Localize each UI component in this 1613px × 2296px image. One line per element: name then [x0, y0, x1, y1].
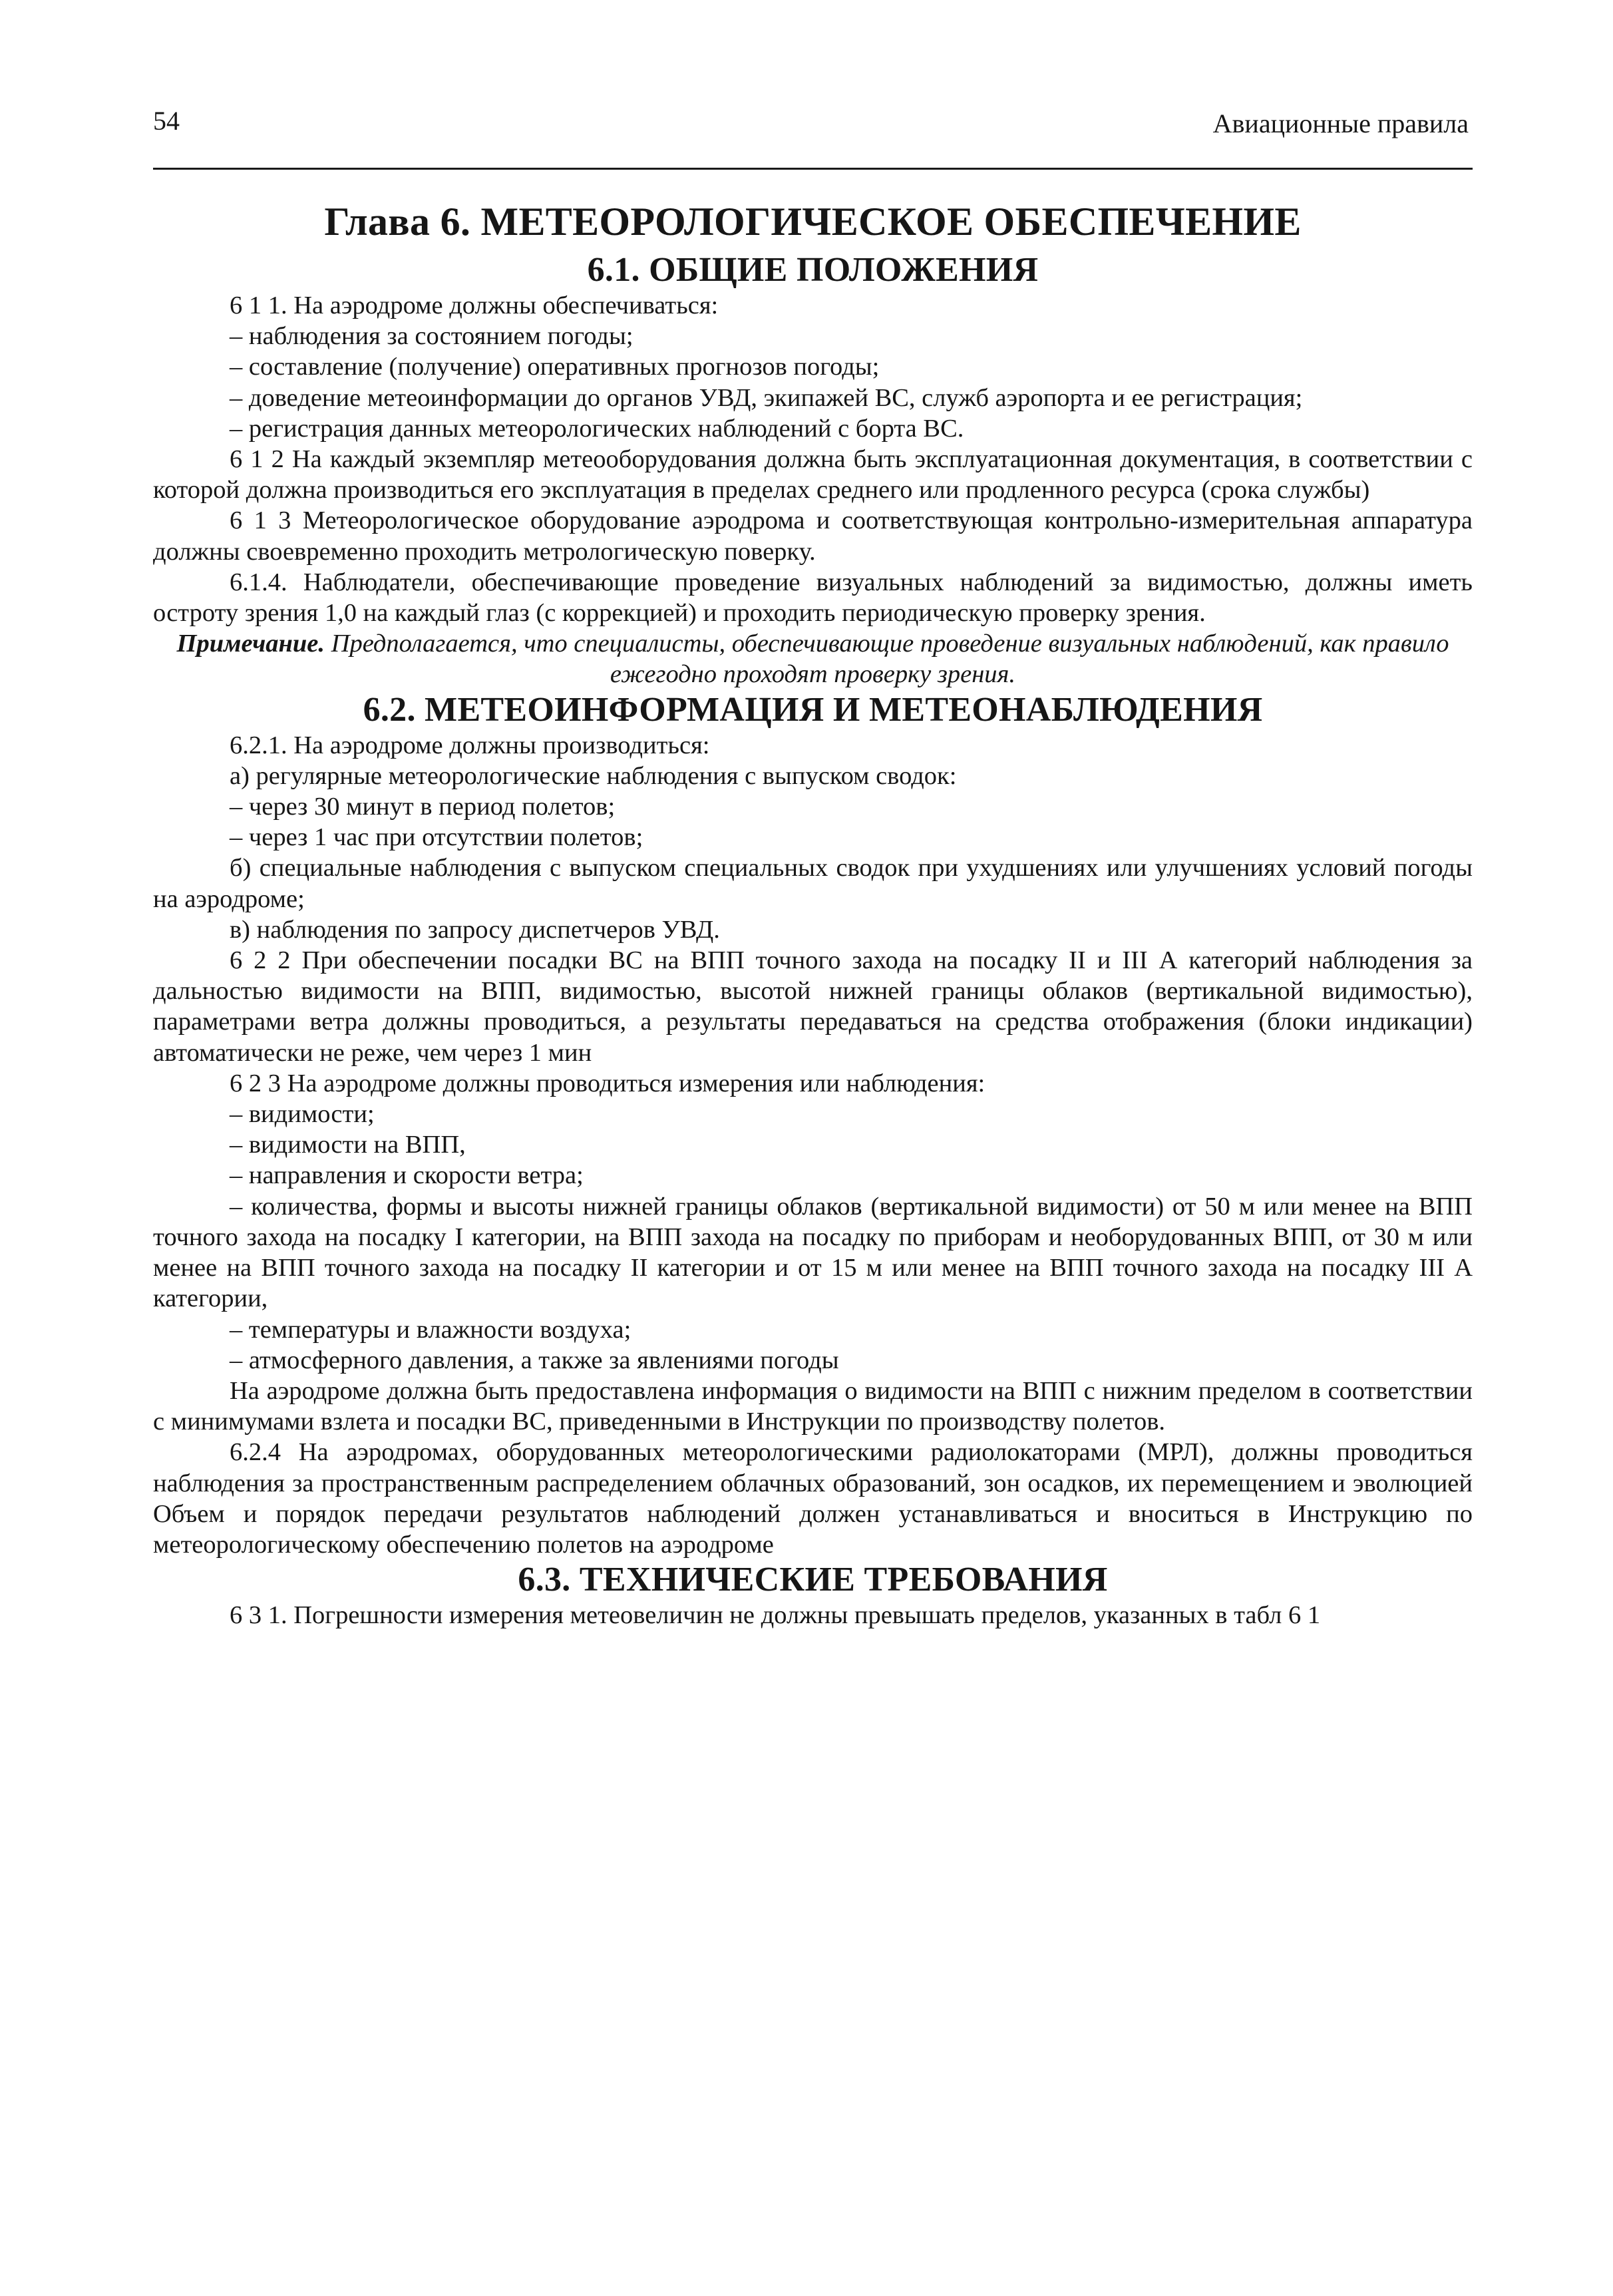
- list-item: – наблюдения за состоянием погоды;: [230, 322, 633, 351]
- header-rule: [153, 168, 1473, 170]
- section-title-6-1: 6.1. ОБЩИЕ ПОЛОЖЕНИЯ: [587, 251, 1039, 289]
- note-label: Примечание.: [176, 630, 325, 658]
- paragraph: 6 2 3 На аэродроме должны проводиться измерения или наблюдения:: [230, 1069, 986, 1097]
- list-item: – атмосферного давления, а также за явлениями погоды: [230, 1346, 839, 1374]
- section-title-6-2: 6.2. МЕТЕОИНФОРМАЦИЯ И МЕТЕОНАБЛЮДЕНИЯ: [363, 690, 1263, 729]
- paragraph: 6.1.4. Наблюдатели, обеспечивающие проведение визуальных наблюдений за видимостью, должны иметь остроту зрения 1,0 на каждый глаз (с коррекцией) и проходить периодическую проверку зрения.: [153, 568, 1473, 628]
- paragraph: На аэродроме должна быть предоставлена информация о видимости на ВПП с нижним пределом в соответствии с минимумами взлета и посадки ВС, приведенными в Инструкции по производству полетов.: [153, 1376, 1473, 1436]
- paragraph: 6.2.4 На аэродромах, оборудованных метеорологическими радиолокаторами (МРЛ), должны проводиться наблюдения за пространственным распределением облачных образований, зон осадков, их перемещением и эволюцией Объем и порядок передачи результатов наблюдений должен устанавливаться и вноситься в Инструкцию по метеорологическому обеспечению полетов на аэродроме: [153, 1438, 1473, 1559]
- paragraph: 6 1 3 Метеорологическое оборудование аэродрома и соответствующая контрольно-измерительная аппаратура должны своевременно проходить метрологическую поверку.: [153, 506, 1473, 566]
- paragraph: 6 1 1. На аэродроме должны обеспечиваться:: [230, 291, 719, 319]
- list-item: – доведение метеоинформации до органов УВД, экипажей ВС, служб аэропорта и ее регистрация;: [230, 383, 1303, 412]
- list-item: – регистрация данных метеорологических наблюдений с борта ВС.: [230, 414, 964, 443]
- paragraph: 6 3 1. Погрешности измерения метеовеличин не должны превышать пределов, указанных в табл 6 1: [230, 1601, 1321, 1630]
- list-item: – видимости;: [230, 1100, 375, 1129]
- page-number: 54: [153, 106, 180, 136]
- list-item: б) специальные наблюдения с выпуском специальных сводок при ухудшениях или улучшениях условий погоды на аэродроме;: [153, 854, 1473, 913]
- list-item: – видимости на ВПП,: [230, 1131, 466, 1159]
- list-item: – направления и скорости ветра;: [230, 1161, 584, 1190]
- page-body: [153, 193, 1473, 1630]
- note: [153, 628, 1473, 689]
- chapter-title: Глава 6. МЕТЕОРОЛОГИЧЕСКОЕ ОБЕСПЕЧЕНИЕ: [324, 200, 1302, 244]
- list-item: – составление (получение) оперативных прогнозов погоды;: [230, 353, 880, 381]
- list-item: – температуры и влажности воздуха;: [230, 1315, 631, 1344]
- section-6-2: [153, 730, 1473, 1560]
- list-item: в) наблюдения по запросу диспетчеров УВД.: [230, 915, 720, 944]
- running-header-title: Авиационные правила: [1212, 108, 1469, 138]
- list-item: – количества, формы и высоты нижней границы облаков (вертикальной видимости) от 50 м или менее на ВПП точного захода на посадку I категории, на ВПП захода на посадку по приборам и необорудованных ВПП, от 30 м или менее на ВПП точного захода на посадку II категории и от 15 м или менее на ВПП точного захода на посадку III А категории,: [153, 1192, 1473, 1313]
- paragraph: 6 2 2 При обеспечении посадки ВС на ВПП точного захода на посадку II и III А категорий наблюдения за дальностью видимости на ВПП, видимостью, высотой нижней границы облаков (вертикальной видимостью), параметрами ветра должны проводиться, а результаты передаваться на средства отображения (блоки индикации) автоматически не реже, чем через 1 мин: [153, 946, 1473, 1067]
- paragraph: 6.2.1. На аэродроме должны производиться:: [230, 731, 710, 759]
- section-6-3: [153, 1600, 1473, 1630]
- section-6-1: [153, 290, 1473, 690]
- paragraph: 6 1 2 На каждый экземпляр метеооборудования должна быть эксплуатационная документация, в соответствии с которой должна производиться его эксплуатация в пределах среднего или продленного ресурса (срока службы): [153, 445, 1473, 504]
- section-title-6-3: 6.3. ТЕХНИЧЕСКИЕ ТРЕБОВАНИЯ: [518, 1561, 1108, 1599]
- list-item: – через 30 минут в период полетов;: [230, 793, 616, 821]
- list-item: – через 1 час при отсутствии полетов;: [230, 823, 643, 852]
- note-text: Предполагается, что специалисты, обеспечивающие проведение визуальных наблюдений, как правило ежегодно проходят проверку зрения.: [331, 630, 1449, 689]
- list-item: а) регулярные метеорологические наблюдения с выпуском сводок:: [230, 761, 957, 790]
